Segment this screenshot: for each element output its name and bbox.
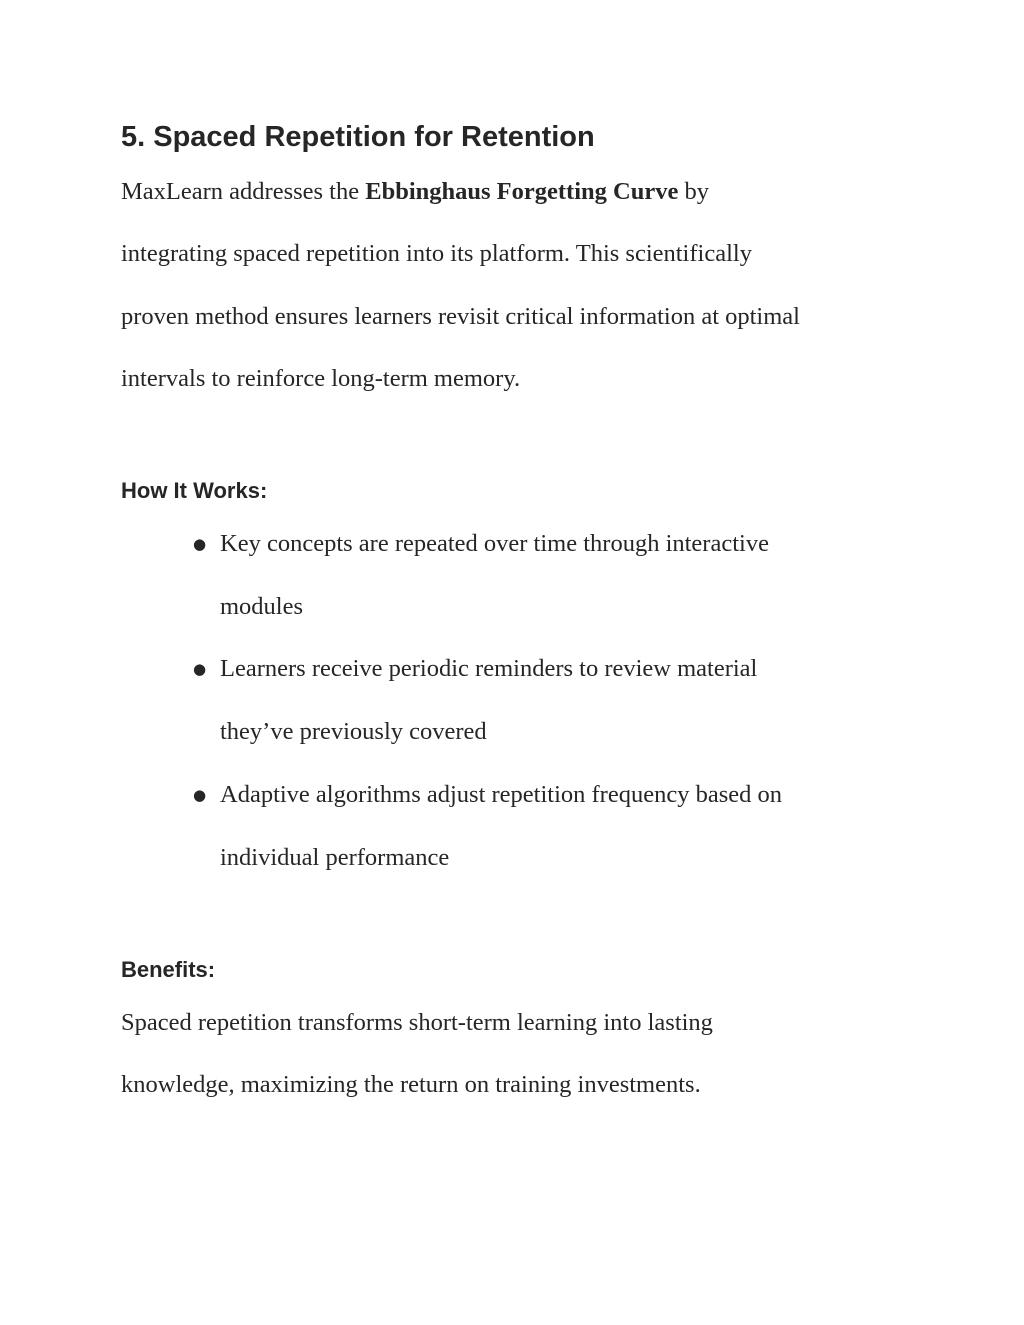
list-item — [121, 513, 911, 638]
benefits-heading: Benefits: — [121, 957, 216, 982]
list-item-line: Key concepts are repeated over time through interactive — [220, 530, 769, 557]
benefits-line-1: Spaced repetition transforms short-term learning into lasting — [121, 1009, 713, 1036]
list-item-line: Adaptive algorithms adjust repetition frequency based on — [220, 780, 782, 808]
intro-text-after: by — [678, 178, 709, 205]
intro-line-3: proven method ensures learners revisit critical information at optimal — [121, 302, 800, 330]
section-heading: 5. Spaced Repetition for Retention — [121, 121, 595, 153]
list-item — [121, 764, 911, 889]
intro-paragraph — [121, 161, 911, 410]
list-item-line: modules — [220, 592, 304, 620]
intro-line-4: intervals to reinforce long-term memory. — [121, 364, 521, 392]
how-it-works-list — [121, 513, 911, 889]
bullet-icon: ● — [193, 660, 207, 679]
list-item-line: they’ve previously covered — [220, 718, 487, 746]
list-item-line: Learners receive periodic reminders to review material — [220, 655, 758, 683]
benefits-line-2: knowledge, maximizing the return on training investments. — [121, 1071, 701, 1099]
bullet-icon: ● — [193, 785, 207, 804]
bullet-icon: ● — [193, 535, 207, 553]
how-it-works-heading: How It Works: — [121, 478, 268, 503]
list-item — [121, 638, 911, 763]
intro-text-before: MaxLearn addresses the — [121, 178, 366, 205]
intro-line-1 — [121, 161, 911, 223]
list-item-line: individual performance — [220, 843, 450, 871]
benefits-paragraph — [121, 992, 911, 1117]
ebbinghaus-term: Ebbinghaus Forgetting Curve — [365, 178, 679, 205]
intro-line-2: integrating spaced repetition into its platform. This scientifically — [121, 240, 752, 268]
